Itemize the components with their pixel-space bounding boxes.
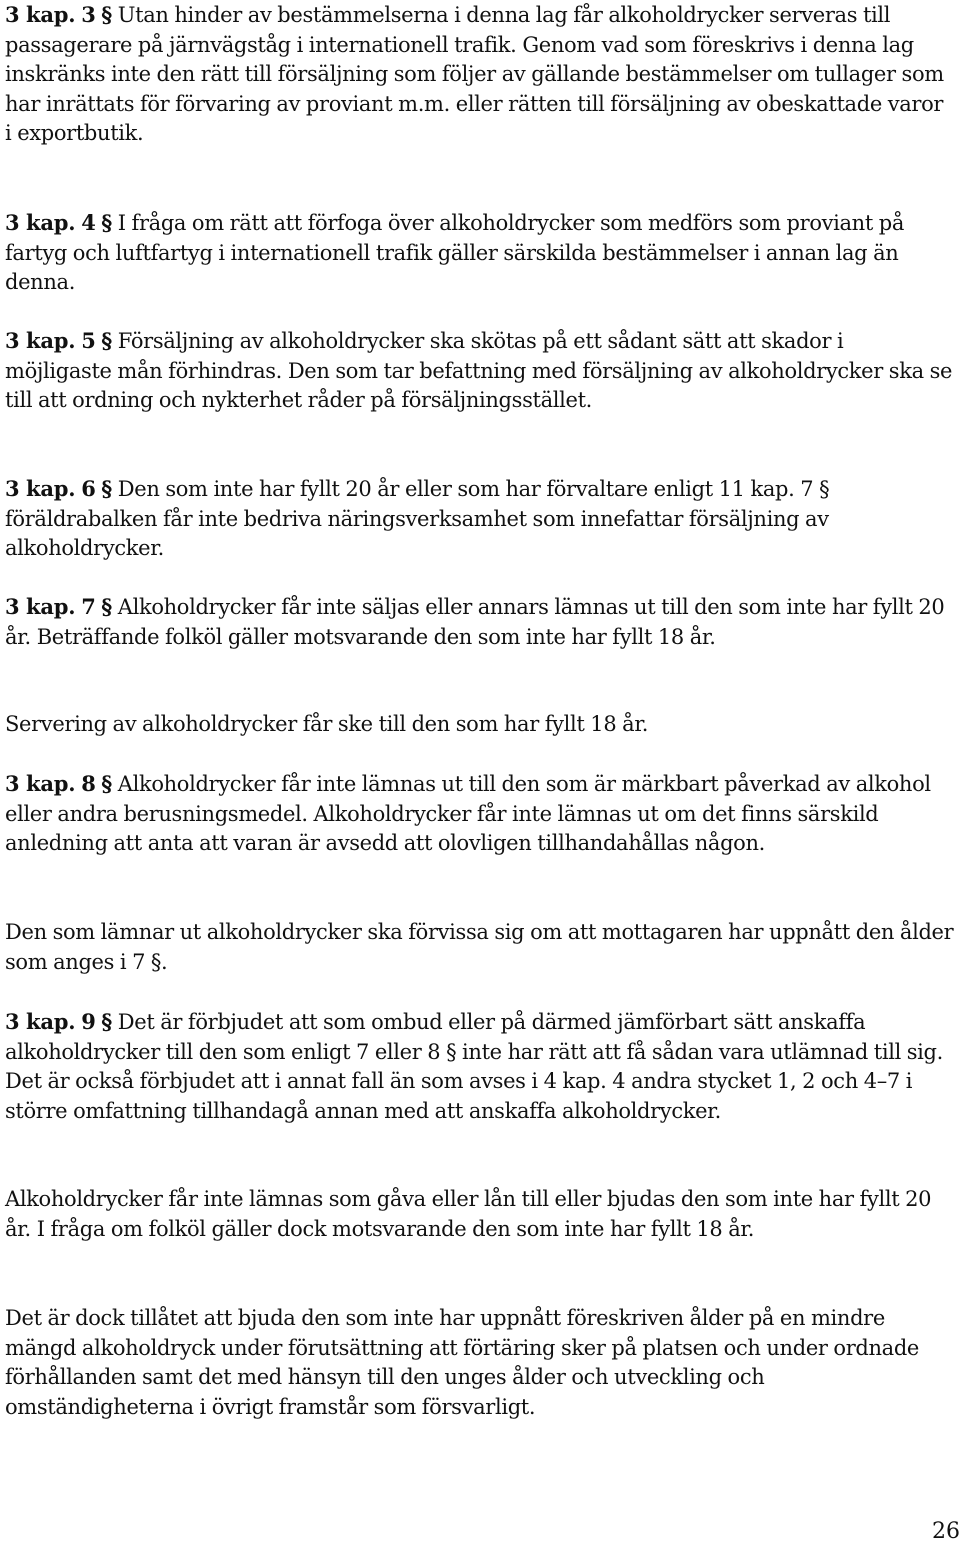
page-number: 26 xyxy=(932,1519,960,1544)
chapter-ref: 3 kap. xyxy=(5,328,76,353)
paragraph-text: Servering av alkoholdrycker får ske till den som har fyllt 18 år. xyxy=(5,712,649,736)
section-sign-icon: § xyxy=(101,476,112,501)
section-sign-icon: § xyxy=(101,1009,112,1034)
section-number: 5 xyxy=(81,328,96,353)
paragraph-alder-kontroll xyxy=(5,918,955,977)
section-number: 3 xyxy=(81,2,96,27)
paragraph-text: I fråga om rätt att förfoga över alkoholdrycker som medförs som proviant på fartyg och luftfartyg i internationell trafik gäller särskilda bestämmelser i annan lag än denna. xyxy=(5,211,905,295)
paragraph-text: Försäljning av alkoholdrycker ska skötas på ett sådant sätt att skador i möjligaste mån förhindras. Den som tar befattning med försäljning av alkoholdrycker ska se till att ordning och nykterhet råder på försäljningsstället. xyxy=(5,329,953,413)
section-number: 6 xyxy=(81,476,96,501)
paragraph-3-kap-7 xyxy=(5,592,955,652)
paragraph-3-kap-8 xyxy=(5,769,955,859)
chapter-ref: 3 kap. xyxy=(5,476,76,501)
paragraph-text: Alkoholdrycker får inte säljas eller annars lämnas ut till den som inte har fyllt 20 år. Beträffande folköl gäller motsvarande den som inte har fyllt 18 år. xyxy=(5,595,945,649)
paragraph-3-kap-4 xyxy=(5,208,955,298)
chapter-ref: 3 kap. xyxy=(5,1009,76,1034)
section-number: 8 xyxy=(81,771,96,796)
paragraph-3-kap-5 xyxy=(5,326,955,416)
section-number: 4 xyxy=(81,210,96,235)
paragraph-servering xyxy=(5,710,648,740)
section-sign-icon: § xyxy=(101,210,112,235)
section-number: 7 xyxy=(81,594,96,619)
paragraph-text: Den som lämnar ut alkoholdrycker ska förvissa sig om att mottagaren har uppnått den ålder som anges i 7 §. xyxy=(5,920,954,974)
chapter-ref: 3 kap. xyxy=(5,771,76,796)
paragraph-3-kap-6 xyxy=(5,474,955,564)
chapter-ref: 3 kap. xyxy=(5,210,76,235)
paragraph-text: Alkoholdrycker får inte lämnas som gåva eller lån till eller bjudas den som inte har fyllt 20 år. I fråga om folköl gäller dock motsvarande den som inte har fyllt 18 år. xyxy=(5,1187,932,1241)
paragraph-tillatet-bjuda xyxy=(5,1304,955,1422)
paragraph-3-kap-3 xyxy=(5,0,955,149)
paragraph-text: Utan hinder av bestämmelserna i denna lag får alkoholdrycker serveras till passagerare på järnvägståg i internationell trafik. Genom vad som föreskrivs i denna lag inskränks inte den rätt till försäljning som följer av gällande bestämmelser om tullager som har inrättats för förvaring av proviant m.m. eller rätten till försäljning av obeskattade varor i exportbutik. xyxy=(5,3,944,146)
section-sign-icon: § xyxy=(101,2,112,27)
chapter-ref: 3 kap. xyxy=(5,2,76,27)
section-number: 9 xyxy=(81,1009,96,1034)
paragraph-text: Det är förbjudet att som ombud eller på därmed jämförbart sätt anskaffa alkoholdrycker till den som enligt 7 eller 8 § inte har rätt att få sådan vara utlämnad till sig. Det är också förbjudet att i annat fall än som avses i 4 kap. 4 andra stycket 1, 2 och 4–7 i större omfattning tillhandagå annan med att anskaffa alkoholdrycker. xyxy=(5,1010,943,1123)
section-sign-icon: § xyxy=(101,771,112,796)
paragraph-text: Det är dock tillåtet att bjuda den som inte har uppnått föreskriven ålder på en mindre mängd alkoholdryck under förutsättning att förtäring sker på platsen och under ordnade förhållanden samt det med hänsyn till den unges ålder och utveckling och omständigheterna i övrigt framstår som försvarligt. xyxy=(5,1306,919,1419)
paragraph-text: Alkoholdrycker får inte lämnas ut till den som är märkbart påverkad av alkohol eller andra berusningsmedel. Alkoholdrycker får inte lämnas ut om det finns särskild anledning att anta att varan är avsedd att olovligen tillhandahållas någon. xyxy=(5,772,931,856)
paragraph-3-kap-9 xyxy=(5,1007,955,1126)
chapter-ref: 3 kap. xyxy=(5,594,76,619)
paragraph-gava-lan xyxy=(5,1185,955,1244)
section-sign-icon: § xyxy=(101,328,112,353)
paragraph-text: Den som inte har fyllt 20 år eller som har förvaltare enligt 11 kap. 7 § föräldrabalken får inte bedriva näringsverksamhet som innefattar försäljning av alkoholdrycker. xyxy=(5,477,830,561)
section-sign-icon: § xyxy=(101,594,112,619)
